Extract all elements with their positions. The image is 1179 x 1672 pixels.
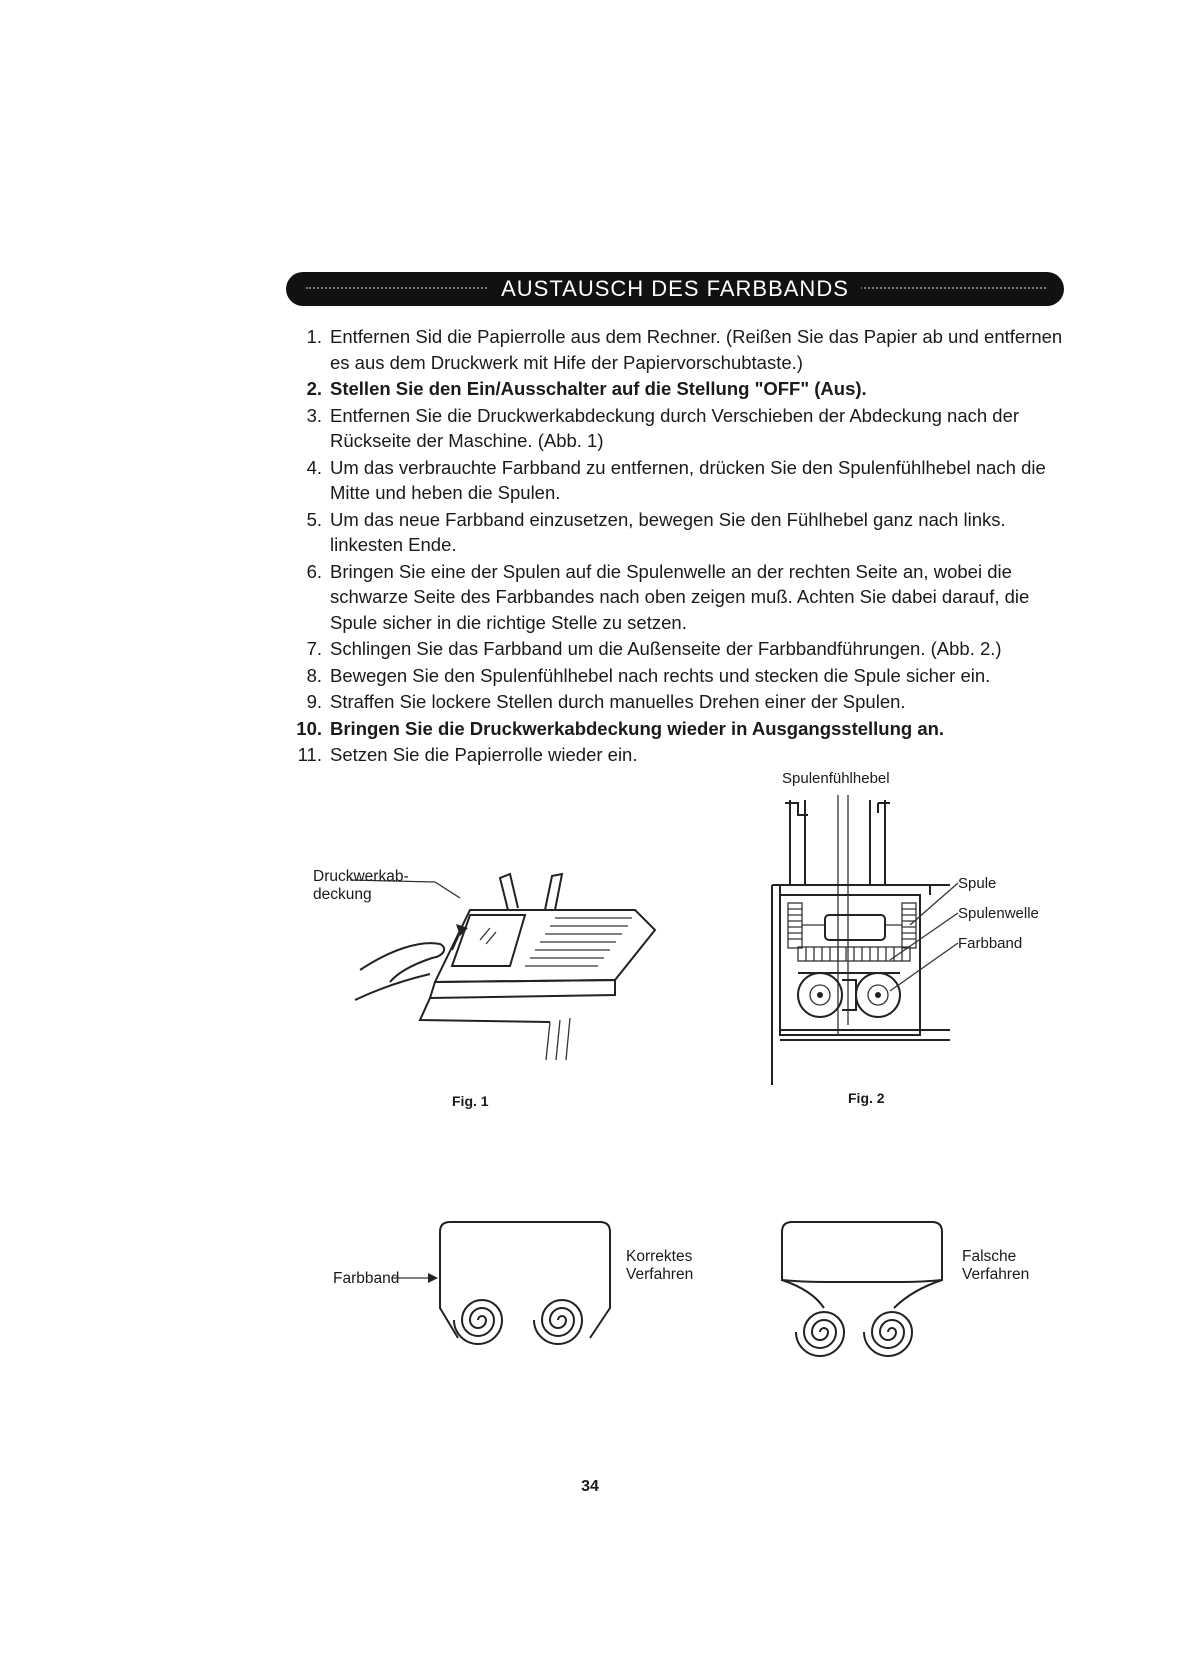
fig3-label-line: Korrektes [626, 1248, 693, 1265]
fig2-caption: Fig. 2 [848, 1090, 885, 1106]
fig1-label-line: Druckwerkab- [313, 868, 409, 885]
fig3-wrong-diagram [772, 1220, 972, 1360]
step-number: 1. [306, 326, 322, 347]
instruction-step [288, 716, 1068, 742]
step-text: Bringen Sie die Druckwerkabdeckung wieder in Ausgangsstellung an. [330, 717, 945, 739]
instruction-step [288, 403, 1068, 454]
fig1-label-cover [313, 868, 409, 904]
fig3-label-farbband: Farbband [333, 1270, 400, 1287]
fig3-label-line: Verfahren [626, 1266, 694, 1283]
instruction-step [288, 455, 1068, 506]
step-number: 5. [306, 508, 322, 530]
fig2-label-spulenwelle: Spulenwelle [958, 905, 1039, 922]
instruction-step [288, 689, 1068, 715]
instruction-step [288, 324, 1068, 375]
fig1-caption: Fig. 1 [452, 1093, 489, 1109]
step-number: 10. [296, 717, 322, 739]
fig3-arrow [392, 1272, 442, 1284]
instruction-step [288, 636, 1068, 662]
step-number: 4. [306, 456, 322, 478]
instruction-step [288, 559, 1068, 636]
page-number: 34 [581, 1478, 599, 1495]
fig3-label-line: Falsche [962, 1248, 1017, 1265]
step-number: 6. [306, 560, 322, 582]
step-text: Bringen Sie eine der Spulen auf die Spulenwelle an der rechten Seite an, wobei die schwarze Seite des Farbbandes nach oben zeigen muß. Achten Sie dabei darauf, die Spule sicher in die richtige Stelle zu setzen. [330, 560, 1030, 633]
fig2-illustration [760, 795, 990, 1095]
fig2-label-spule: Spule [958, 875, 997, 892]
fig3-label-correct [626, 1248, 693, 1284]
fig2-label-lever: Spulenfühlhebel [782, 770, 890, 787]
step-number: 2. [306, 378, 322, 399]
step-text: Um das verbrauchte Farbband zu entfernen, drücken Sie den Spulenfühlhebel nach die Mitte und heben die Spulen. [330, 456, 1046, 503]
fig3-label-line: Verfahren [962, 1266, 1030, 1283]
step-number: 8. [306, 664, 322, 686]
step-number: 3. [306, 404, 322, 426]
step-text: Setzen Sie die Papierrolle wieder ein. [330, 744, 638, 765]
fig3-label-wrong [962, 1248, 1029, 1284]
section-title-bar [286, 272, 1064, 306]
instruction-step [288, 376, 1068, 402]
fig1-label-line: deckung [313, 886, 372, 903]
step-text: Straffen Sie lockere Stellen durch manuelles Drehen einer der Spulen. [330, 691, 906, 712]
fig2-label-farbband: Farbband [958, 935, 1023, 952]
step-text: Entfernen Sid die Papierrolle aus dem Rechner. (Reißen Sie das Papier ab und entfernen es aus dem Druckwerk mit Hife der Papiervorschubtaste.) [330, 326, 1063, 373]
step-number: 7. [306, 638, 322, 659]
step-number: 9. [306, 691, 322, 712]
step-text: Stellen Sie den Ein/Ausschalter auf die Stellung "OFF" (Aus). [330, 378, 867, 399]
step-number: 11. [297, 744, 322, 765]
step-text: Um das neue Farbband einzusetzen, bewegen Sie den Fühlhebel ganz nach links. linkesten Ende. [330, 508, 1006, 555]
step-text: Bewegen Sie den Spulenfühlhebel nach rechts und stecken die Spule sicher ein. [330, 664, 991, 686]
instruction-step [288, 507, 1010, 558]
instruction-step [288, 663, 1068, 689]
section-title: AUSTAUSCH DES FARBBANDS [489, 276, 861, 301]
fig3-correct-diagram [430, 1220, 630, 1350]
section-title-wrap [286, 276, 1064, 302]
step-text: Schlingen Sie das Farbband um die Außenseite der Farbbandführungen. (Abb. 2.) [330, 638, 1002, 659]
step-text: Entfernen Sie die Druckwerkabdeckung durch Verschieben der Abdeckung nach der Rückseite der Maschine. (Abb. 1) [330, 404, 1020, 451]
fig1-illustration [360, 870, 700, 1090]
instruction-list [288, 324, 1068, 769]
instruction-step [288, 742, 1068, 768]
